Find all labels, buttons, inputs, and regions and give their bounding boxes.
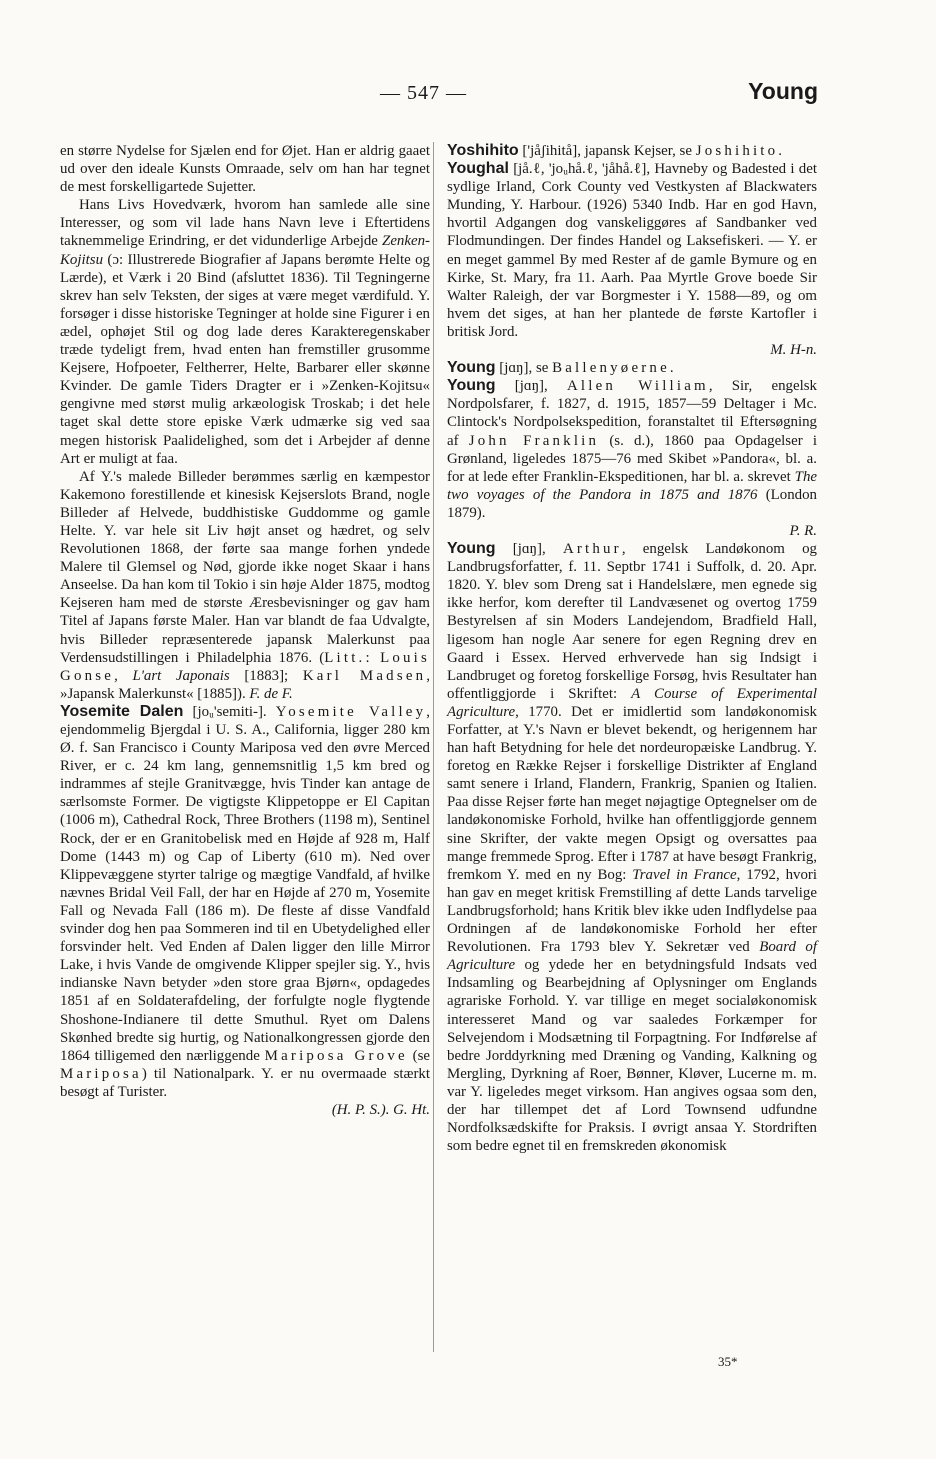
entry-headword: Young [447, 359, 496, 377]
entry-person-name: Arthur [562, 541, 622, 558]
entry-headword: Yosemite Dalen [60, 702, 184, 720]
work-title: Zenken-Kojitsu [60, 233, 430, 268]
entry-person-name: Allen William [566, 378, 709, 395]
author-signature: P. R. [789, 522, 817, 539]
work-title: The two voyages of the Pandora in 1875 and 1876 [447, 468, 817, 503]
cross-reference: John Franklin [468, 432, 600, 449]
right-column [447, 142, 817, 1155]
cross-reference: Joshihito [695, 143, 779, 159]
column-divider [433, 142, 434, 1352]
entry-young-arthur: Young [jɑŋ], Arthur, engelsk Landøkonom og Landbrugsforfatter, f. 11. Septbr 1741 i Suffolk, d. 20. Apr. 1820. Y. blev som Dreng sat i Handelslære, men egnede sig ikke herfor, kom derefter til Landvæsenet og overtog 1759 Bestyrelsen af sin Moders Landejendom, Bradfield Hall, ligesom han nogle Aar senere for egen Regning drev en Gaard i Essex. Herved erhvervede han sig Indsigt i Landbruget og foretog forskellige Forsøg, hvis Resultater han offentliggjorde i Skriftet: A Course of Experimental Agriculture, 1770. Det er imidlertid som landøkonomisk Forfatter, at Y.'s Navn er blevet bekendt, og herigennem har han haft Betydning for hele det nordeuropæiske Landbrug. Y. foretog en Række Rejser i forskellige Distrikter af England samt senere i Irland, Flandern, Frankrig, Spanien og Italien. Paa disse Rejser førte han meget nøjagtige Optegnelser om de landøkonomiske Forhold, hvilke han offentliggjorde gennem sine Skrifter, der vakte megen Opsigt og oversattes paa mange fremmede Sprog. Efter i 1787 at have besøgt Frankrig, fremkom Y. med en ny Bog: Travel in France, 1792, hvori han gav en meget kritisk Fremstilling af dette Lands tarvelige Landbrugsforhold; hans Kritik blev ikke uden Indflydelse paa Ordningen af de landøkonomiske Forhold her efter Revolutionen. Fra 1793 blev Y. Sekretær ved Board of Agriculture og ydede her en betydningsfuld Indsats ved Indsamling og Bearbejdning af Oplysninger om Englands agrariske Forhold. Y. var tillige en meget socialøkonomisk interesseret Mand og var saaledes Forkæmper for Selvejendom i Modsætning til Forpagtning. For Indførelse af bedre Jorddyrkning med Dræning og Vanding, Kalkning og Mergling, Dyrkning af Roer, Bønner, Kløver, Lucerne m. m. var Y. ligeledes meget virksom. Han angives ogsaa som den, der har tillempet det af Lord Townsend udfundne Nordfolksædskifte for Praksis. I øvrigt ansaa Y. Stordriften som bedre egnet til en fremskreden økonomisk [447, 540, 818, 1155]
signature-mark: 35* [718, 1354, 738, 1369]
entry-yosemite: Yosemite Dalen [joᵤ'semiti-]. Yosemite Valley, ejendommelig Bjergdal i U. S. A., California, ligger 280 km Ø. f. San Francisco i County Mariposa ved den øvre Merced River, er c. 24 km lang, gennemsnitlig 1,5 km bred og indrammes af stejle Granitvægge, hvis Tinder kan antage de særlsomste Former. De vigtigste Klippetoppe er El Capitan (1006 m), Cathedral Rock, Three Brothers (1198 m), Sentinel Rock, der er en Granitobelisk med en Højde af 928 m, Half Dome (1443 m) og Cap of Liberty (610 m). Ned over Klippevæggene styrter talrige og mægtige Vandfald, af hvilke nævnes Bridal Veil Fall, der har en Højde af 270 m, Yosemite Fall og Nevada Fall (186 m). De fleste af disse Vandfald svinder dog hen paa Sommeren ind til en Ubetydelighed eller forsvinder helt. Ved Enden af Dalen ligger den lille Mirror Lake, i hvis Vande de omgivende Klipper spejler sig. Y., hvis indianske Navn betyder »den store graa Bjørn«, opdagedes 1851 af en Soldaterafdeling, der forfulgte nogle flygtende Shoshone-Indianere til dette Smuthul. Ryet om Dalens Skønhed bredte sig hurtig, og Nationalkongressen gjorde den 1864 tilligemed den nærliggende Mariposa Grove (se Mariposa) til Nationalpark. Y. er nu overmaade stærkt besøgt af Turister. [60, 702, 430, 1100]
work-title: A Course of Experimental Agriculture [447, 685, 817, 720]
left-column [60, 142, 430, 1119]
work-title: Travel in France [632, 866, 737, 883]
entry-yoshihito: Yoshihito ['jåʃihitå], japansk Kejser, se Joshihito. [447, 142, 783, 159]
author-name: Karl Madsen [302, 667, 427, 684]
entry-youghal: Youghal [jå.ℓ, 'joᵤhå.ℓ, 'jåhå.ℓ], Havneby og Badested i det sydlige Irland, Cork County ved Vestkysten af Blackwaters Munding, Y. Harbour. (1926) 5340 Indb. Har en god Havn, hvortil Adgangen dog vanskeliggøres af Sandbanker ved Flodmundingen. Der findes Handel og Laksefiskeri. — Y. er en meget gammel By med Rester af de gamle Bymure og en Kirke, St. Mary, fra 11. Aarh. Paa Myrtle Grove boede Sir Walter Raleigh, der var Borgmester i Y. 1588—89, og om hvem det siges, at han her plantede de første Kartofler i britisk Jord. [447, 160, 817, 340]
page-header [0, 78, 936, 118]
paragraph: Af Y.'s malede Billeder berømmes særlig en kæmpestor Kakemono forestillende et kinesisk Kejserslots Brand, nogle Billeder af Helvede, buddhistiske Guddomme og gamle Helte. Y. var hele sit Liv højt anset og hædret, og selv Revolutionen 1868, der førte saa mange forhen yndede Malere til Glemsel og Nød, gjorde ikke noget Skaar i hans Anseelse. Da han kom til Tokio i sin høje Alder 1875, modtog Kejseren ham med de største Æresbevisninger og gav ham Titel af Japans første Maler. Han var blandt de faa Udvalgte, hvis Billeder repræsenterede japansk Malerkunst paa Verdensudstillingen i Philadelphia 1876. (Litt.: Louis Gonse, L'art Japonais [1883]; Karl Madsen, »Japansk Malerkunst« [1885]). F. de F. [60, 468, 431, 702]
author-signature: M. H-n. [770, 342, 817, 359]
paragraph: en større Nydelse for Sjælen end for Øjet. Han er aldrig gaaet ud over den ideale Kunsts Omraade, selv om han har tegnet de mest forskelligartede Sujetter. [60, 143, 430, 196]
literature-label: Litt.: [324, 649, 373, 666]
entry-headword: Youghal [447, 160, 509, 178]
work-title: Board of Agriculture [447, 939, 818, 974]
author-signature: F. de F. [249, 685, 293, 702]
cross-reference: Mariposa [60, 1065, 142, 1082]
entry-alt-name: Yosemite Valley [275, 703, 427, 720]
running-head: Young [748, 78, 818, 104]
cross-reference: Ballenyøerne [552, 360, 670, 377]
paragraph: Hans Livs Hovedværk, hvorom han samlede alle sine Interesser, og som vil lade hans Navn leve i Eftertidens taknemmelige Erindring, er det vidunderlige Arbejde Zenken-Kojitsu (ɔ: Illustrerede Biografier af Japans berømte Helte og Lærde), et Værk i 20 Bind (afsluttet 1836). Til Tegningerne skrev han selv Teksten, der siges at være meget værdifuld. Y. forsøger i disse historiske Tegninger at holde sine Figurer i en ædel, ophøjet Stil og dog lade deres Karakteregenskaber træde tydeligt frem, hvad enten han fremstiller grusomme Kejsere, Hofpoeter, Feltherrer, Helte, Barbarer eller skønne Kvinder. De gamle Tiders Dragter er i »Zenken-Kojitsu« gengivne med størst mulig arkæologisk Troskab; i det hele taget skal dette store episke Værk udmærke sig ved saa megen historisk Paalidelighed, som det i Arbejder af denne Art er muligt at faa. [60, 197, 430, 467]
page-number: — 547 — [380, 82, 467, 104]
entry-young-ballenyoerne: Young [jɑŋ], se Ballenyøerne. [447, 359, 674, 377]
author-signature: (H. P. S.). G. Ht. [331, 1101, 430, 1118]
entry-headword: Young [447, 377, 496, 395]
author-name: Louis Gonse [60, 649, 430, 684]
work-title: L'art Japonais [132, 667, 230, 684]
entry-headword: Young [447, 540, 496, 558]
entry-young-allen-william: Young [jɑŋ], Allen William, Sir, engelsk Nordpolsfarer, f. 1827, d. 1915, 1857—59 Deltager i Mc. Clintock's Nordpolsekspedition, foranstaltet til Eftersøgning af John Franklin (s. d.), 1860 paa Opdagelser i Grønland, ligeledes 1875—76 med Skibet »Pandora«, bl. a. for at lede efter Franklin-Ekspeditionen, har bl. a. skrevet The two voyages of the Pandora in 1875 and 1876 (London 1879). [447, 377, 817, 521]
entry-headword: Yoshihito [447, 142, 519, 159]
